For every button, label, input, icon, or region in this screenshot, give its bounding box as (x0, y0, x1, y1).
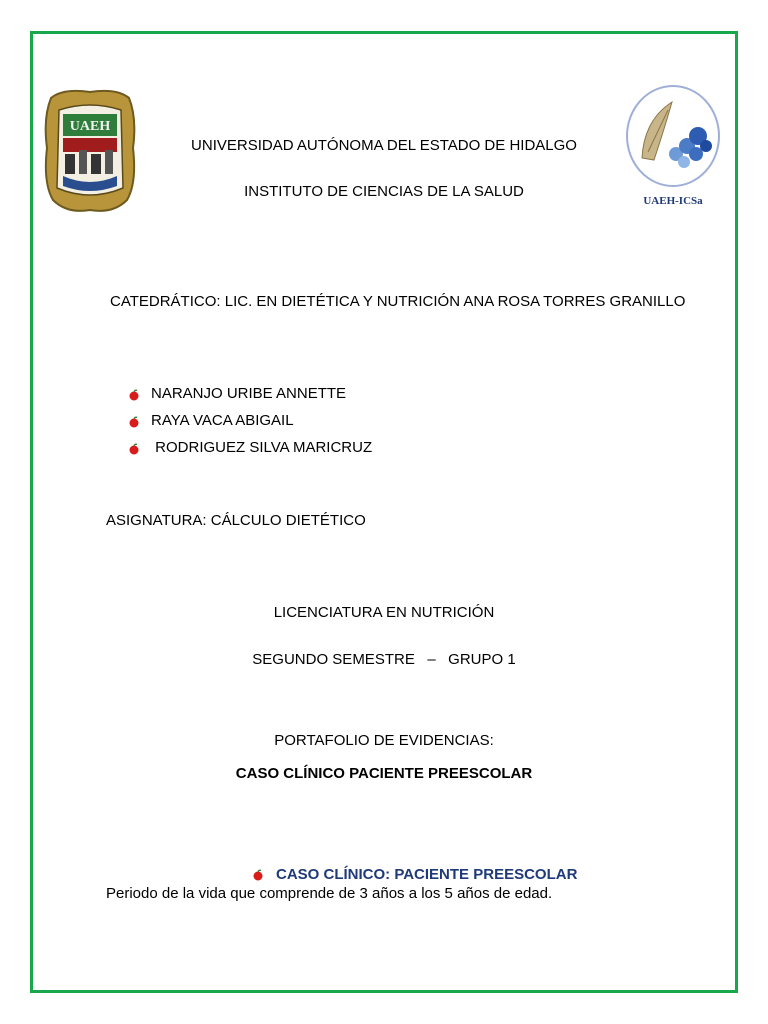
svg-text:UAEH: UAEH (69, 119, 111, 134)
apple-bullet-icon (128, 416, 140, 428)
apple-bullet-icon (252, 869, 264, 881)
apple-bullet-icon (128, 443, 140, 455)
apple-bullet-icon (128, 389, 140, 401)
university-name: UNIVERSIDAD AUTÓNOMA DEL ESTADO DE HIDALGO (191, 137, 577, 154)
subject-line: ASIGNATURA: CÁLCULO DIETÉTICO (106, 512, 366, 529)
section-heading: CASO CLÍNICO: PACIENTE PREESCOLAR (276, 866, 578, 883)
program-line: LICENCIATURA EN NUTRICIÓN (273, 604, 495, 621)
institute-name: INSTITUTO DE CIENCIAS DE LA SALUD (244, 183, 524, 200)
student-1: NARANJO URIBE ANNETTE (151, 385, 347, 402)
student-2: RAYA VACA ABIGAIL (151, 412, 294, 429)
section-text: Periodo de la vida que comprende de 3 años a los 5 años de edad. (106, 885, 553, 902)
student-3: RODRIGUEZ SILVA MARICRUZ (151, 439, 373, 456)
teacher-line: CATEDRÁTICO: LIC. EN DIETÉTICA Y NUTRICIÓN ANA ROSA TORRES GRANILLO (110, 293, 686, 310)
svg-text:UAEH-ICSa: UAEH-ICSa (643, 195, 703, 207)
case-title: CASO CLÍNICO PACIENTE PREESCOLAR (235, 765, 533, 782)
semester-line: SEGUNDO SEMESTRE – GRUPO 1 (252, 651, 516, 668)
portfolio-label: PORTAFOLIO DE EVIDENCIAS: (274, 732, 494, 749)
